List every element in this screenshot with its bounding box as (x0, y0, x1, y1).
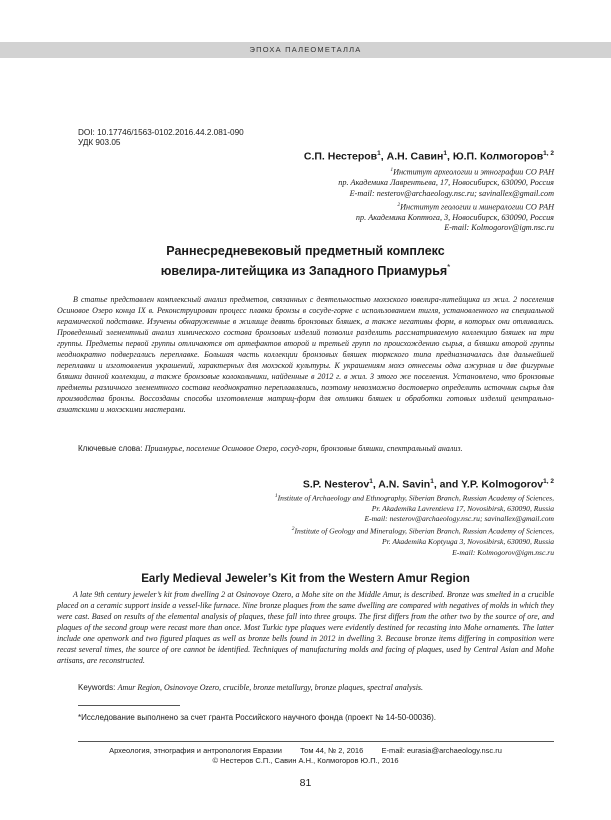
footnote-mark[interactable]: * (447, 262, 451, 272)
keywords-label: Keywords: (78, 683, 116, 692)
affil-en-line-6[interactable]: E-mail: Kolmogorov@igm.nsc.ru (452, 547, 554, 557)
keywords-en (78, 683, 423, 693)
footer-journal: Археология, этнография и антропология Евразии (109, 746, 282, 755)
author-1-sup: 1 (369, 478, 373, 485)
affil-ru-line-6[interactable]: E-mail: Kolmogorov@igm.nsc.ru (444, 223, 554, 233)
separator: , (446, 150, 453, 163)
affil-ru-line-2: пр. Академика Лаврентьева, 17, Новосибирск, 630090, Россия (338, 178, 554, 188)
article-title-ru (0, 244, 611, 279)
author-3-sup: 1, 2 (543, 478, 554, 485)
doi[interactable]: DOI: 10.17746/1563-0102.2016.44.2.081-090 (78, 128, 244, 137)
affil-en-line-1: Institute of Archaeology and Ethnography, Siberian Branch, Russian Academy of Sciences, (277, 493, 554, 503)
article-title-en: Early Medieval Jeweler’s Kit from the Western Amur Region (141, 572, 470, 585)
title-ru-line-1: Раннесредневековый предметный комплекс (166, 244, 445, 258)
abstract-ru-text: В статье представлен комплексный анализ предметов, связанных с деятельностью мохэского ювелира-литейщика из жил. 2 поселения Осиновое Озеро конца IX в. Реконструирован процесс плавки бронзы в сосуде-горне с использованием тигля, установленного на специальной керамической подставке. Изучены обнаруженные в жилище девять бронзовых бляшек, а также негативы форм, в которых они отливались. Проведенный элементный анализ химического состава бронзовых изделий позволил разделить рассматриваемую коллекцию бляшек на три группы. Предметы первой группы отличаются от артефактов второй и третьей групп по происхождению сырья, а бляшки второй группы неоднократно подвергались переплавке. Большая часть коллекции бронзовых бляшек тюркского типа предназначалась для дальнейшей переплавки и изготовления украшений, характерных для мохэской культуры. К украшениям мохэ отнесены одна ажурная и две фигурные бляшки данной коллекции, а также бронзовые колокольчики, найденные в 2012 г. в жил. 3 этого же поселения. Установлено, что бронзовые предметы различного элементного состава неоднократно переплавлялись, поэтому невозможно достоверно определить источник сырья для производства бронзы. Воссозданы способы изготовления матриц-форм для отливки бляшек и обработки готовых изделий центрально-азиатскими и мохэскими мастерами. (57, 295, 554, 414)
abstract-en-text: A late 9th century jeweler’s kit from dwelling 2 at Osinovoye Ozero, a Mohe site on the Middle Amur, is described. Bronze was smelted in a crucible placed on a ceramic support inside a vessel-like furnace. Nine bronze plaques from the same dwelling are compared with negatives of molds in which they were cast. Based on results of the elemental analysis of plaques, these fall into three groups. The first differs from the other two by the source of ore, and plaques of the second group were recast more than once. Most Turkic type plaques were evidently destined for recasting into Mohe ornaments. The latter include one openwork and two figured plaques as well as bronze bells found in 2012 in dwelling 3. Because bronze items differing in composition were recast several times, the source of ore cannot be identified. Techniques of manufacturing molds and facing of plaques, used by Central Asian and Mohe artisans, are reconstructed. (57, 590, 554, 665)
affiliations-ru (338, 165, 554, 234)
separator: , (372, 478, 379, 491)
page-number: 81 (299, 777, 312, 789)
author-1: S.P. Nesterov (302, 478, 370, 491)
separator: , and (433, 478, 462, 491)
keywords-ru (78, 444, 463, 454)
affil-num: 2 (291, 526, 295, 533)
affil-ru-line-5: пр. Академика Коптюга, 3, Новосибирск, 630090, Россия (355, 212, 554, 222)
affil-num: 2 (397, 201, 401, 208)
authors-en (303, 478, 554, 491)
author-3-sup: 1, 2 (543, 150, 554, 157)
footer-rule (78, 741, 554, 742)
affil-ru-line-4: Институт геологии и минералогии СО РАН (400, 202, 554, 212)
title-ru-line-2: ювелира-литейщика из Западного Приамурья (160, 263, 448, 278)
section-header-band (0, 42, 611, 58)
abstract-en (57, 589, 554, 666)
keywords-text: Приамурье, поселение Осиновое Озеро, сосуд-горн, бронзовые бляшки, спектральный анализ. (144, 444, 463, 453)
affil-num: 1 (274, 493, 278, 499)
author-3: Ю.П. Колмогоров (452, 150, 544, 163)
author-2-sup: 1 (430, 478, 434, 485)
section-title: ЭПОХА ПАЛЕОМЕТАЛЛА (249, 45, 362, 54)
affil-en-line-5: Pr. Akademika Koptyuga 3, Novosibirsk, 630090, Russia (382, 537, 554, 547)
footnote-rule (78, 705, 180, 706)
authors-ru (304, 150, 554, 163)
author-1: С.П. Нестеров (303, 150, 378, 163)
keywords-label: Ключевые слова: (78, 444, 143, 453)
keywords-text: Amur Region, Osinovoye Ozero, crucible, bronze metallurgy, bronze plaques, spectral analysis. (117, 683, 424, 692)
author-1-sup: 1 (377, 150, 381, 157)
footer-journal-line (0, 746, 611, 756)
affil-num: 1 (390, 167, 394, 173)
affil-ru-line-1: Институт археологии и этнографии СО РАН (393, 167, 554, 177)
author-2: А.Н. Савин (386, 150, 444, 163)
abstract-ru (57, 294, 554, 415)
separator: , (380, 150, 387, 163)
footer-volume: Том 44, № 2, 2016 (300, 746, 364, 755)
affil-en-line-2: Pr. Akademika Lavrentieva 17, Novosibirsk, 630090, Russia (371, 503, 554, 513)
footer-copyright: © Нестеров С.П., Савин А.Н., Колмогоров Ю.П., 2016 (212, 756, 399, 765)
author-2: A.N. Savin (378, 478, 431, 491)
udk: УДК 903.05 (78, 138, 121, 147)
affiliations-en (275, 491, 554, 558)
affil-ru-line-3[interactable]: E-mail: nesterov@archaeology.nsc.ru; savinallex@gmail.com (349, 188, 554, 198)
affil-en-line-4: Institute of Geology and Mineralogy, Siberian Branch, Russian Academy of Sciences, (294, 526, 554, 536)
author-3: Y.P. Kolmogorov (461, 478, 544, 491)
footer-email[interactable]: E-mail: eurasia@archaeology.nsc.ru (381, 746, 502, 755)
affil-en-line-3[interactable]: E-mail: nesterov@archaeology.nsc.ru; savinallex@gmail.com (364, 514, 554, 524)
footnote: *Исследование выполнено за счет гранта Российского научного фонда (проект № 14-50-00036). (78, 713, 437, 722)
article-meta (78, 128, 244, 148)
author-2-sup: 1 (443, 150, 447, 157)
